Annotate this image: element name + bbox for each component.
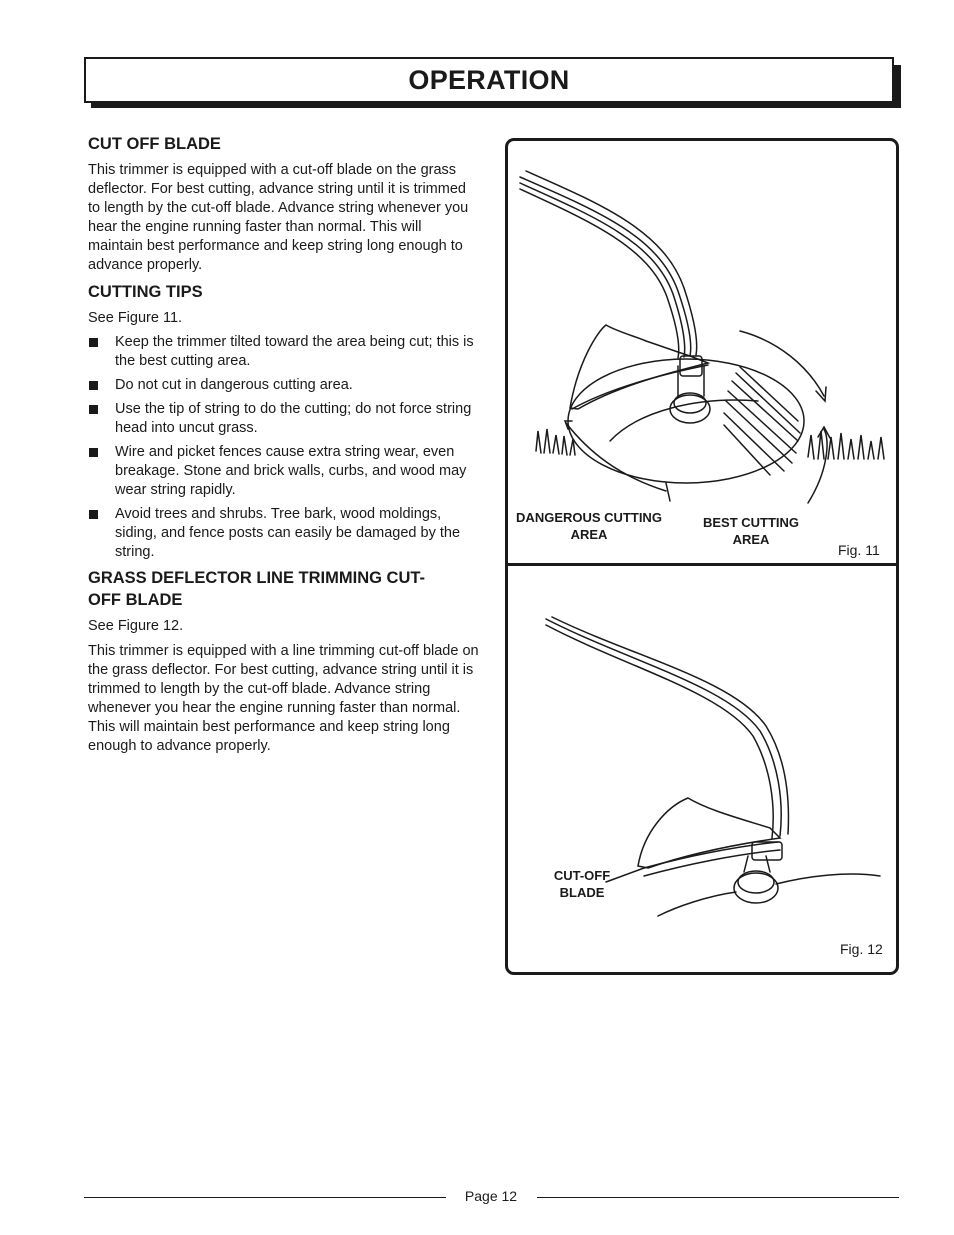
dangerous-label-line2: AREA xyxy=(570,527,608,542)
list-item-text: Keep the trimmer tilted toward the area being cut; this is the best cutting area. xyxy=(115,334,474,369)
grass-deflector-paragraph: This trimmer is equipped with a line trimming cut-off blade on the grass deflector. For best cutting, advance string until it is trimmed to length by the cut-off blade. Advance string whenever you hear the engine running faster than normal. This will maintain best performance and keep string long enough to advance properly. xyxy=(88,643,479,754)
cut-off-label-line2: BLADE xyxy=(559,885,605,900)
footer-rule-right xyxy=(537,1197,899,1198)
list-item xyxy=(88,505,480,562)
cutting-tips-list xyxy=(88,333,480,562)
list-item-text: Avoid trees and shrubs. Tree bark, wood moldings, siding, and fence posts can easily be damaged by the string. xyxy=(115,506,461,560)
dangerous-label-line1: DANGEROUS CUTTING xyxy=(516,510,662,525)
figure-11-caption: Fig. 11 xyxy=(838,542,880,558)
figure-panel xyxy=(505,138,899,975)
bullet-square-icon xyxy=(89,338,98,347)
bullet-square-icon xyxy=(89,405,98,414)
cut-off-label-line1: CUT-OFF xyxy=(553,868,611,883)
cut-off-blade-paragraph: This trimmer is equipped with a cut-off blade on the grass deflector. For best cutting, advance string until it is trimmed to length by the cut-off blade. Advance string whenever you hear the engine running faster than normal. This will maintain best performance and keep string long enough to advance properly. xyxy=(88,162,469,273)
text-column xyxy=(88,133,480,756)
figure-12-caption: Fig. 12 xyxy=(840,941,883,957)
grass-deflector-heading-line1: GRASS DEFLECTOR LINE TRIMMING CUT- xyxy=(88,569,426,587)
cut-off-blade-heading: CUT OFF BLADE xyxy=(88,135,221,153)
grass-deflector-see-figure: See Figure 12. xyxy=(88,618,184,634)
list-item xyxy=(88,333,480,371)
footer-rule-left xyxy=(84,1197,446,1198)
figure-12-illustration xyxy=(508,566,896,969)
cut-off-blade-label xyxy=(542,867,622,901)
page-number: Page 12 xyxy=(464,1188,518,1204)
header-box xyxy=(84,57,894,103)
grass-deflector-heading-line2: OFF BLADE xyxy=(88,591,183,609)
best-label-line2: AREA xyxy=(732,532,770,547)
bullet-square-icon xyxy=(89,510,98,519)
cutting-tips-see-figure: See Figure 11. xyxy=(88,310,183,326)
best-cutting-area-label xyxy=(696,514,806,548)
grass-deflector-heading xyxy=(88,567,480,611)
list-item-text: Do not cut in dangerous cutting area. xyxy=(115,377,353,393)
list-item-text: Use the tip of string to do the cutting; do not force string head into uncut grass. xyxy=(115,401,472,436)
list-item xyxy=(88,400,480,438)
list-item-text: Wire and picket fences cause extra string wear, even breakage. Stone and brick walls, curbs, and wood may wear string rapidly. xyxy=(115,444,467,498)
bullet-square-icon xyxy=(89,381,98,390)
best-label-line1: BEST CUTTING xyxy=(702,515,800,530)
figure-11-illustration xyxy=(508,141,896,563)
bullet-square-icon xyxy=(89,448,98,457)
list-item xyxy=(88,376,480,395)
dangerous-cutting-area-label xyxy=(514,509,664,543)
list-item xyxy=(88,443,480,500)
cutting-tips-heading: CUTTING TIPS xyxy=(88,283,203,301)
page-title: OPERATION xyxy=(408,64,570,95)
